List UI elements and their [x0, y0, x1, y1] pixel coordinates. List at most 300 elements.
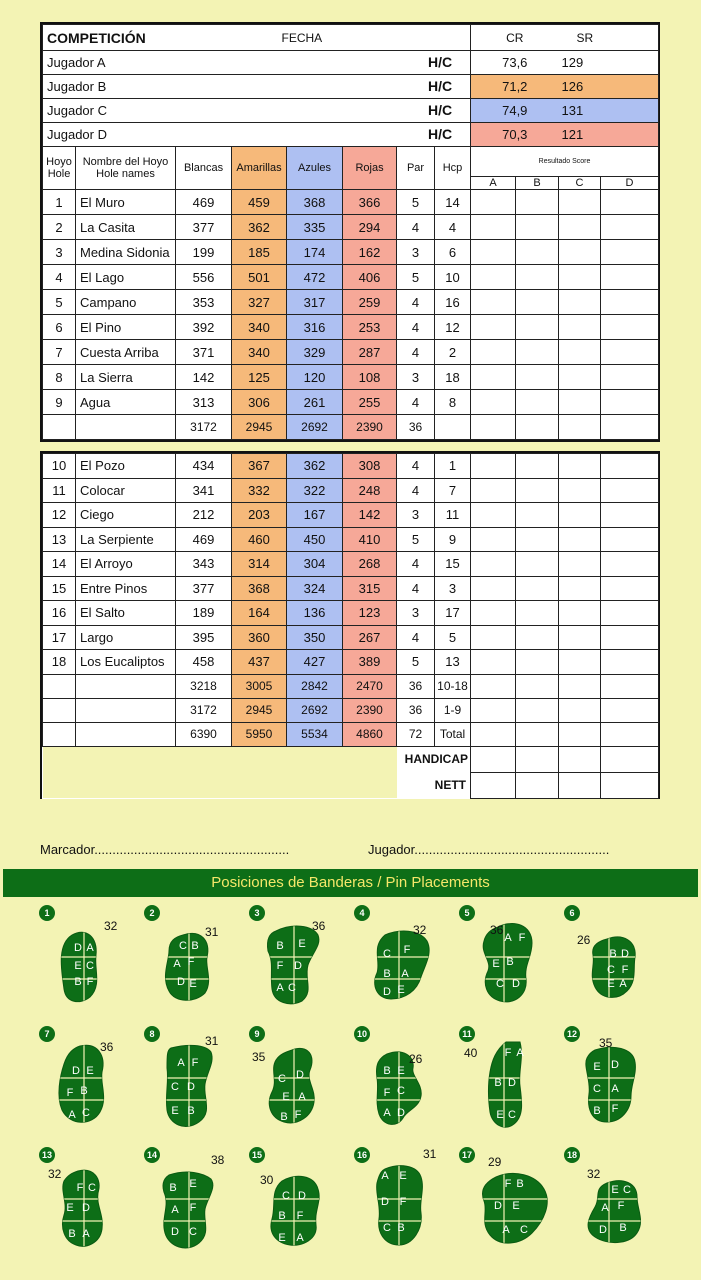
par-value: 4 — [397, 390, 435, 415]
score-cell[interactable] — [601, 601, 659, 626]
pin-diagram-hole-7 — [42, 1028, 142, 1148]
score-cell[interactable] — [559, 340, 601, 365]
nett-cell[interactable] — [601, 772, 659, 798]
hole-number: 11 — [43, 478, 76, 503]
hcp-value: 16 — [435, 290, 471, 315]
blancas-yardage: 377 — [176, 576, 232, 601]
nett-cell[interactable] — [516, 772, 559, 798]
hole-number: 2 — [43, 215, 76, 240]
score-cell[interactable] — [559, 527, 601, 552]
hole-number: 16 — [43, 601, 76, 626]
hole-row — [43, 340, 659, 365]
rojas-yardage: 410 — [343, 527, 397, 552]
blancas-yardage: 371 — [176, 340, 232, 365]
score-cell[interactable] — [471, 265, 516, 290]
hoyo-header: Hoyo — [46, 156, 72, 168]
pin-diagram-hole-1 — [42, 907, 142, 1027]
pin-position-letter: A — [601, 1202, 609, 1214]
pin-position-letter: E — [189, 1178, 197, 1190]
hole-row — [43, 650, 659, 675]
score-cell[interactable] — [516, 527, 559, 552]
par-value: 4 — [397, 215, 435, 240]
player-row — [43, 51, 659, 75]
score-cell[interactable] — [516, 576, 559, 601]
azules-yardage: 362 — [287, 454, 343, 479]
score-cell[interactable] — [559, 698, 601, 722]
pin-position-letter: B — [187, 1105, 195, 1117]
total-cell: 2692 — [287, 415, 343, 440]
pin-position-letter: B — [494, 1077, 502, 1089]
blancas-yardage: 313 — [176, 390, 232, 415]
rojas-yardage: 287 — [343, 340, 397, 365]
hole-number: 17 — [43, 625, 76, 650]
player-name: Jugador A — [47, 55, 106, 70]
column-headers — [43, 147, 659, 177]
score-cell[interactable] — [516, 315, 559, 340]
score-cell[interactable] — [516, 454, 559, 479]
hole-number-badge: 10 — [354, 1026, 370, 1042]
score-cell[interactable] — [559, 265, 601, 290]
hole-number-badge: 17 — [459, 1147, 475, 1163]
pin-position-letter: F — [66, 1087, 74, 1099]
score-cell[interactable] — [601, 415, 659, 440]
score-cell[interactable] — [471, 454, 516, 479]
rojas-yardage: 308 — [343, 454, 397, 479]
pin-position-letter: B — [280, 1111, 288, 1123]
hole-name: El Lago — [76, 265, 176, 290]
pin-diagram-hole-2 — [147, 907, 247, 1027]
pin-position-letter: E — [74, 960, 82, 972]
pin-position-letter: F — [621, 964, 629, 976]
hole-name: Los Eucaliptos — [76, 650, 176, 675]
par-value: 5 — [397, 190, 435, 215]
par-value: 4 — [397, 290, 435, 315]
score-cell[interactable] — [516, 625, 559, 650]
pin-position-letter: C — [520, 1224, 528, 1236]
handicap-cell[interactable] — [601, 746, 659, 772]
score-cell[interactable] — [601, 340, 659, 365]
blancas-yardage: 377 — [176, 215, 232, 240]
rojas-yardage: 389 — [343, 650, 397, 675]
pin-position-letter: C — [623, 1184, 631, 1196]
hole-name: Colocar — [76, 478, 176, 503]
score-cell[interactable] — [471, 478, 516, 503]
par-value: 4 — [397, 576, 435, 601]
score-cell[interactable] — [601, 365, 659, 390]
amarillas-yardage: 459 — [232, 190, 287, 215]
marker-signature-line[interactable]: Marcador...................................................... — [40, 842, 290, 857]
score-cell[interactable] — [471, 625, 516, 650]
score-cell[interactable] — [601, 315, 659, 340]
hc-label: H/C — [428, 102, 453, 118]
azules-header: Azules — [287, 147, 343, 190]
score-cell[interactable] — [516, 722, 559, 746]
score-cell[interactable] — [516, 698, 559, 722]
nett-cell[interactable] — [471, 772, 516, 798]
hole-name: La Sierra — [76, 365, 176, 390]
score-cell[interactable] — [559, 240, 601, 265]
hole-number-badge: 7 — [39, 1026, 55, 1042]
pin-position-letter: C — [278, 1073, 286, 1085]
pin-position-letter: B — [609, 948, 617, 960]
total-cell: 6390 — [176, 722, 232, 746]
score-cell[interactable] — [601, 698, 659, 722]
score-cell[interactable] — [559, 503, 601, 528]
amarillas-header: Amarillas — [232, 147, 287, 190]
pin-position-letter: D — [508, 1077, 516, 1089]
green-shape — [357, 1149, 457, 1269]
score-cell[interactable] — [559, 365, 601, 390]
score-cell[interactable] — [516, 478, 559, 503]
score-cell[interactable] — [471, 190, 516, 215]
pin-position-letter: C — [383, 948, 391, 960]
hole-number-badge: 18 — [564, 1147, 580, 1163]
pin-position-letter: D — [74, 942, 82, 954]
course-rating: 71,2 — [471, 75, 559, 99]
par-value: 4 — [397, 552, 435, 577]
hole-number-badge: 16 — [354, 1147, 370, 1163]
hole-number: 3 — [43, 240, 76, 265]
pin-diagram-hole-13 — [42, 1149, 142, 1269]
azules-yardage: 322 — [287, 478, 343, 503]
amarillas-yardage: 360 — [232, 625, 287, 650]
pin-position-letter: E — [66, 1202, 74, 1214]
pin-position-letter: F — [187, 956, 195, 968]
date-label: FECHA — [232, 25, 471, 51]
score-cell[interactable] — [471, 215, 516, 240]
score-cell[interactable] — [471, 552, 516, 577]
total-cell: 36 — [397, 415, 435, 440]
slope-rating: 131 — [559, 99, 659, 123]
score-cell[interactable] — [516, 650, 559, 675]
hole-name: Entre Pinos — [76, 576, 176, 601]
total-cell: 36 — [397, 698, 435, 722]
hcp-value: 7 — [435, 478, 471, 503]
total-cell: 5950 — [232, 722, 287, 746]
green-shape — [42, 1028, 142, 1148]
amarillas-yardage: 185 — [232, 240, 287, 265]
amarillas-yardage: 164 — [232, 601, 287, 626]
hole-row — [43, 265, 659, 290]
total-cell: 2842 — [287, 674, 343, 698]
pin-position-letter: C — [189, 1226, 197, 1238]
score-cell[interactable] — [471, 240, 516, 265]
hole-row — [43, 390, 659, 415]
hole-row — [43, 240, 659, 265]
amarillas-yardage: 306 — [232, 390, 287, 415]
blank-cell — [43, 722, 76, 746]
rojas-yardage: 162 — [343, 240, 397, 265]
score-cell[interactable] — [559, 315, 601, 340]
pin-position-letter: E — [278, 1232, 286, 1244]
pin-position-letter: F — [76, 1182, 84, 1194]
hole-name: Ciego — [76, 503, 176, 528]
pin-position-letter: A — [502, 1224, 510, 1236]
score-cell[interactable] — [601, 478, 659, 503]
score-cell[interactable] — [471, 503, 516, 528]
score-cell[interactable] — [471, 650, 516, 675]
score-cell[interactable] — [516, 601, 559, 626]
score-cell[interactable] — [516, 390, 559, 415]
score-cell[interactable] — [559, 454, 601, 479]
score-cell[interactable] — [601, 240, 659, 265]
hole-number-badge: 1 — [39, 905, 55, 921]
back-total-row — [43, 722, 659, 746]
score-cell[interactable] — [559, 478, 601, 503]
azules-yardage: 120 — [287, 365, 343, 390]
green-depth: 36 — [100, 1040, 114, 1054]
pin-position-letter: A — [298, 1091, 306, 1103]
scorecard-back — [40, 451, 660, 799]
handicap-cell[interactable] — [471, 746, 516, 772]
hcp-value: 9 — [435, 527, 471, 552]
blancas-yardage: 212 — [176, 503, 232, 528]
pin-position-letter: C — [508, 1109, 516, 1121]
score-cell[interactable] — [471, 315, 516, 340]
par-header: Par — [397, 147, 435, 190]
green-depth: 32 — [48, 1167, 62, 1181]
score-cell[interactable] — [601, 722, 659, 746]
score-cell[interactable] — [516, 265, 559, 290]
hole-row — [43, 365, 659, 390]
nombre-header: Nombre del Hoyo — [82, 156, 169, 168]
pin-position-letter: D — [621, 948, 629, 960]
total-cell: 3218 — [176, 674, 232, 698]
score-cell[interactable] — [601, 503, 659, 528]
pin-position-letter: C — [171, 1081, 179, 1093]
score-cell[interactable] — [471, 698, 516, 722]
pin-position-letter: F — [296, 1210, 304, 1222]
pin-position-letter: C — [607, 964, 615, 976]
pin-diagram-hole-5 — [462, 907, 562, 1027]
score-cell[interactable] — [601, 215, 659, 240]
score-cell[interactable] — [559, 576, 601, 601]
blancas-yardage: 341 — [176, 478, 232, 503]
green-shape — [252, 1149, 352, 1269]
amarillas-yardage: 340 — [232, 340, 287, 365]
score-cell[interactable] — [559, 625, 601, 650]
score-cell[interactable] — [559, 390, 601, 415]
green-depth: 36 — [312, 919, 326, 933]
pin-position-letter: F — [617, 1200, 625, 1212]
pin-position-letter: E — [282, 1091, 290, 1103]
pin-position-letter: E — [496, 1109, 504, 1121]
hcp-value: 13 — [435, 650, 471, 675]
hole-number: 18 — [43, 650, 76, 675]
pin-diagram-hole-3 — [252, 907, 352, 1027]
green-depth: 29 — [488, 1155, 502, 1169]
player-name: Jugador C — [47, 103, 107, 118]
score-cell[interactable] — [471, 722, 516, 746]
pin-position-letter: B — [169, 1182, 177, 1194]
total-cell: 2390 — [343, 698, 397, 722]
hole-number: 5 — [43, 290, 76, 315]
pin-diagram-hole-10 — [357, 1028, 457, 1148]
azules-yardage: 427 — [287, 650, 343, 675]
pin-diagram-hole-12 — [567, 1028, 667, 1148]
hole-number: 13 — [43, 527, 76, 552]
score-cell[interactable] — [471, 527, 516, 552]
par-value: 5 — [397, 527, 435, 552]
hole-name: Cuesta Arriba — [76, 340, 176, 365]
handicap-cell[interactable] — [559, 746, 601, 772]
score-cell[interactable] — [516, 365, 559, 390]
rojas-header: Rojas — [343, 147, 397, 190]
total-cell: 36 — [397, 674, 435, 698]
pin-position-letter: B — [516, 1178, 524, 1190]
rojas-yardage: 255 — [343, 390, 397, 415]
hole-number: 14 — [43, 552, 76, 577]
total-cell: 2390 — [343, 415, 397, 440]
score-cell[interactable] — [559, 650, 601, 675]
pin-position-letter: F — [399, 1196, 407, 1208]
score-cell[interactable] — [601, 390, 659, 415]
score-cell[interactable] — [559, 215, 601, 240]
amarillas-yardage: 340 — [232, 315, 287, 340]
score-cell[interactable] — [516, 240, 559, 265]
pin-placements-banner: Posiciones de Banderas / Pin Placements — [3, 869, 698, 897]
hole-name: Agua — [76, 390, 176, 415]
pin-position-letter: A — [171, 1204, 179, 1216]
score-cell[interactable] — [601, 576, 659, 601]
pin-position-letter: B — [68, 1228, 76, 1240]
score-cell[interactable] — [471, 601, 516, 626]
score-cell[interactable] — [516, 215, 559, 240]
azules-yardage: 317 — [287, 290, 343, 315]
total-cell: 2692 — [287, 698, 343, 722]
score-cell[interactable] — [516, 340, 559, 365]
score-cell[interactable] — [471, 340, 516, 365]
score-cell[interactable] — [601, 265, 659, 290]
total-cell: 4860 — [343, 722, 397, 746]
player-signature-line[interactable]: Jugador...................................................... — [368, 842, 610, 857]
score-cell[interactable] — [471, 576, 516, 601]
pin-diagram-hole-18 — [567, 1149, 667, 1269]
player-name: Jugador D — [47, 127, 107, 142]
pin-position-letter: C — [282, 1190, 290, 1202]
score-cell[interactable] — [559, 601, 601, 626]
par-value: 3 — [397, 365, 435, 390]
score-cell[interactable] — [559, 674, 601, 698]
azules-yardage: 136 — [287, 601, 343, 626]
hole-number: 6 — [43, 315, 76, 340]
pin-position-letter: E — [611, 1184, 619, 1196]
blancas-yardage: 189 — [176, 601, 232, 626]
hole-number: 12 — [43, 503, 76, 528]
hcp-value: 15 — [435, 552, 471, 577]
hcp-value: 14 — [435, 190, 471, 215]
player-row — [43, 75, 659, 99]
total-cell: 3172 — [176, 415, 232, 440]
rojas-yardage: 406 — [343, 265, 397, 290]
pin-position-letter: B — [191, 940, 199, 952]
score-cell[interactable] — [559, 722, 601, 746]
pin-position-letter: A — [611, 1083, 619, 1095]
hcp-value: 4 — [435, 215, 471, 240]
score-cell[interactable] — [601, 190, 659, 215]
hole-row — [43, 290, 659, 315]
score-cell[interactable] — [601, 290, 659, 315]
amarillas-yardage: 368 — [232, 576, 287, 601]
azules-yardage: 335 — [287, 215, 343, 240]
hole-number: 8 — [43, 365, 76, 390]
pin-position-letter: D — [177, 976, 185, 988]
pin-position-letter: E — [189, 978, 197, 990]
pin-position-letter: D — [599, 1224, 607, 1236]
hole-number-badge: 13 — [39, 1147, 55, 1163]
score-cell[interactable] — [601, 552, 659, 577]
score-cell[interactable] — [601, 527, 659, 552]
score-cell[interactable] — [559, 415, 601, 440]
amarillas-yardage: 314 — [232, 552, 287, 577]
pin-position-letter: B — [276, 940, 284, 952]
score-cell[interactable] — [471, 674, 516, 698]
hc-label: H/C — [428, 54, 453, 70]
hcp-value: 6 — [435, 240, 471, 265]
blancas-yardage: 469 — [176, 527, 232, 552]
score-cell[interactable] — [516, 415, 559, 440]
green-depth: 31 — [205, 1034, 219, 1048]
hole-name: Campano — [76, 290, 176, 315]
score-cell[interactable] — [559, 190, 601, 215]
pin-position-letter: A — [276, 982, 284, 994]
amarillas-yardage: 501 — [232, 265, 287, 290]
hcp-value: 17 — [435, 601, 471, 626]
pin-position-letter: C — [82, 1107, 90, 1119]
green-shape — [252, 1028, 352, 1148]
score-cell[interactable] — [601, 674, 659, 698]
blancas-yardage: 199 — [176, 240, 232, 265]
hole-number-badge: 3 — [249, 905, 265, 921]
competition-label: COMPETICIÓN — [43, 25, 232, 51]
pin-position-letter: F — [518, 932, 526, 944]
score-cell[interactable] — [559, 552, 601, 577]
pin-position-letter: E — [86, 1065, 94, 1077]
score-cell[interactable] — [471, 290, 516, 315]
score-cell[interactable] — [601, 454, 659, 479]
pin-position-letter: E — [593, 1061, 601, 1073]
score-cell[interactable] — [516, 552, 559, 577]
hole-names-header: Hole names — [96, 168, 155, 180]
pin-position-letter: A — [68, 1109, 76, 1121]
hole-row — [43, 215, 659, 240]
hole-name: La Serpiente — [76, 527, 176, 552]
score-cell[interactable] — [471, 415, 516, 440]
pin-position-letter: A — [504, 932, 512, 944]
score-cell[interactable] — [516, 190, 559, 215]
handicap-cell[interactable] — [516, 746, 559, 772]
azules-yardage: 304 — [287, 552, 343, 577]
nett-cell[interactable] — [559, 772, 601, 798]
hcp-value: 10 — [435, 265, 471, 290]
pin-position-letter: D — [171, 1226, 179, 1238]
score-cell[interactable] — [471, 390, 516, 415]
course-rating: 74,9 — [471, 99, 559, 123]
score-cell[interactable] — [559, 290, 601, 315]
total-cell: 72 — [397, 722, 435, 746]
score-cell[interactable] — [601, 650, 659, 675]
pin-position-letter: E — [298, 938, 306, 950]
course-rating: 70,3 — [471, 123, 559, 147]
pin-position-letter: D — [294, 960, 302, 972]
score-cell[interactable] — [516, 503, 559, 528]
score-cell[interactable] — [471, 365, 516, 390]
score-cell[interactable] — [516, 674, 559, 698]
hcp-value: 5 — [435, 625, 471, 650]
score-cell[interactable] — [601, 625, 659, 650]
pin-position-letter: C — [88, 1182, 96, 1194]
score-cell[interactable] — [516, 290, 559, 315]
